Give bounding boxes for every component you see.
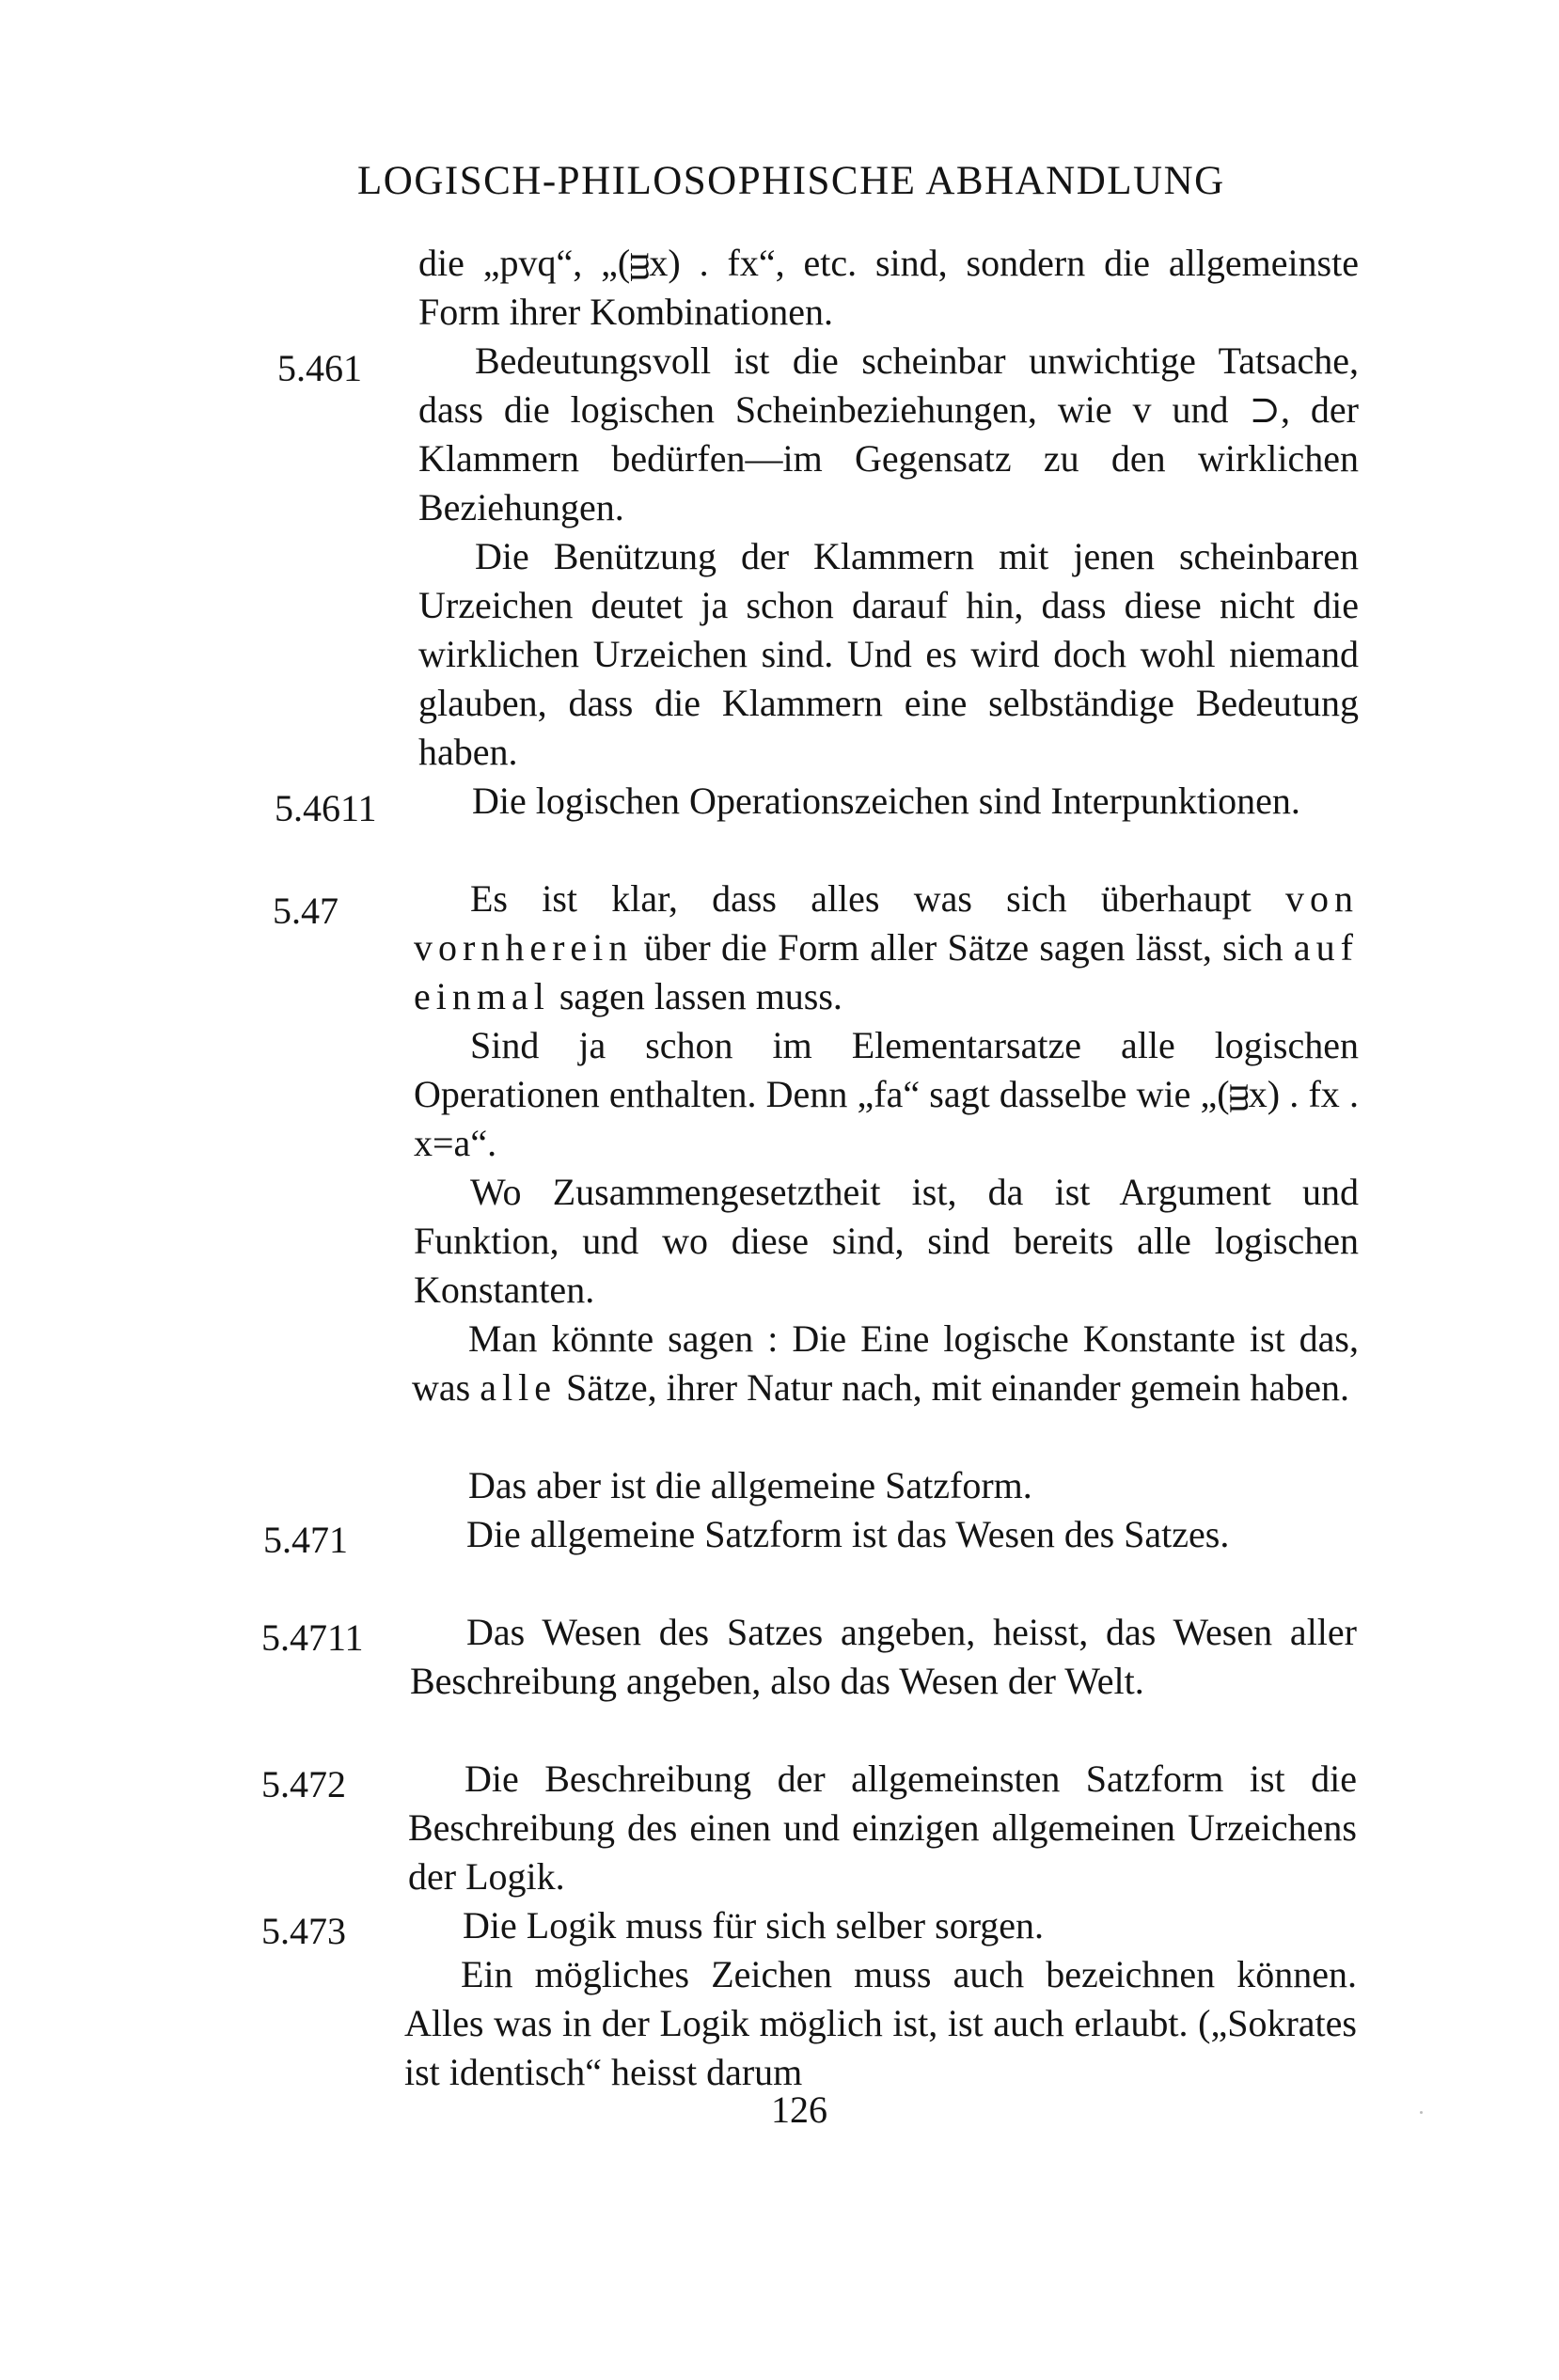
paragraph-5-4711: Das Wesen des Satzes angeben, heisst, das Wesen aller Beschreibung angeben, also das Wesen der Welt.	[410, 1611, 1357, 1702]
paragraph-5-47-1	[414, 875, 1359, 1021]
emphasis-auf-einmal: auf einmal	[414, 926, 1359, 1017]
paragraph-5-472: Die Beschreibung der allgemeinsten Satzform ist die Beschreibung des einen und einzigen allgemeinen Urzeichens der Logik.	[408, 1757, 1357, 1898]
proposition-number-5-4611: 5.4611	[275, 787, 377, 829]
paper-speck	[1420, 2111, 1423, 2114]
proposition-number-5-47: 5.47	[273, 890, 339, 932]
paragraph-5-47-1-text-c: über die Form aller Sätze sagen lässt, sich	[633, 926, 1294, 969]
paragraph-5-47-4-text-a: Man könnte sagen : Die Eine logische Konstante ist das, was	[412, 1317, 1359, 1409]
paragraph-5-461-2: Die Benützung der Klammern mit jenen scheinbaren Urzeichen deutet ja schon darauf hin, dass diese nicht die wirklichen Urzeichen sind. Und es wird doch wohl niemand glauben, dass die Klammern eine selbständige Bedeutung haben.	[418, 535, 1359, 773]
paragraph-5-4611: Die logischen Operationszeichen sind Interpunktionen.	[472, 780, 1300, 822]
paragraph-5-47-3: Wo Zusammengesetztheit ist, da ist Argument und Funktion, und wo diese sind, sind bereits alle logischen Konstanten.	[414, 1171, 1359, 1311]
emphasis-alle: alle	[480, 1366, 557, 1409]
emphasis-von-vornherein: von vornherein	[414, 877, 1359, 969]
proposition-number-5-4711: 5.4711	[261, 1616, 364, 1659]
paragraph-5-473-2: Ein mögliches Zeichen muss auch bezeichnen können. Alles was in der Logik möglich ist, ist auch erlaubt. („Sokrates ist identisch“ heisst darum	[404, 1953, 1357, 2093]
proposition-number-5-472: 5.472	[261, 1763, 346, 1805]
proposition-number-5-473: 5.473	[261, 1910, 346, 1952]
proposition-number-5-461: 5.461	[277, 347, 362, 389]
continuation-paragraph: die „pvq“, „(ᴟx) . fx“, etc. sind, sondern die allgemeinste Form ihrer Kombinationen.	[418, 242, 1359, 333]
paragraph-5-47-1-text-a: Es ist klar, dass alles was sich überhaupt	[470, 877, 1285, 920]
paragraph-5-47-2: Sind ja schon im Elementarsatze alle logischen Operationen enthalten. Denn „fa“ sagt dasselbe wie „(ᴟx) . fx . x=a“.	[414, 1024, 1359, 1164]
paragraph-5-473-1: Die Logik muss für sich selber sorgen.	[463, 1904, 1045, 1947]
running-head: LOGISCH-PHILOSOPHISCHE ABHANDLUNG	[357, 159, 1225, 203]
proposition-number-5-471: 5.471	[263, 1519, 348, 1561]
paragraph-5-461-1: Bedeutungsvoll ist die scheinbar unwichtige Tatsache, dass die logischen Scheinbeziehungen, wie v und ⊃, der Klammern bedürfen—im Gegensatz zu den wirklichen Beziehungen.	[418, 339, 1359, 528]
paragraph-5-47-1-text-e: sagen lassen muss.	[549, 975, 842, 1017]
paragraph-5-47-4	[412, 1315, 1359, 1412]
paragraph-5-471: Die allgemeine Satzform ist das Wesen des Satzes.	[466, 1513, 1230, 1555]
paragraph-5-47-4-text-c: Sätze, ihrer Natur nach, mit einander gemein haben.	[556, 1366, 1349, 1409]
paragraph-5-47-5: Das aber ist die allgemeine Satzform.	[468, 1464, 1032, 1506]
page-number: 126	[771, 2088, 827, 2131]
